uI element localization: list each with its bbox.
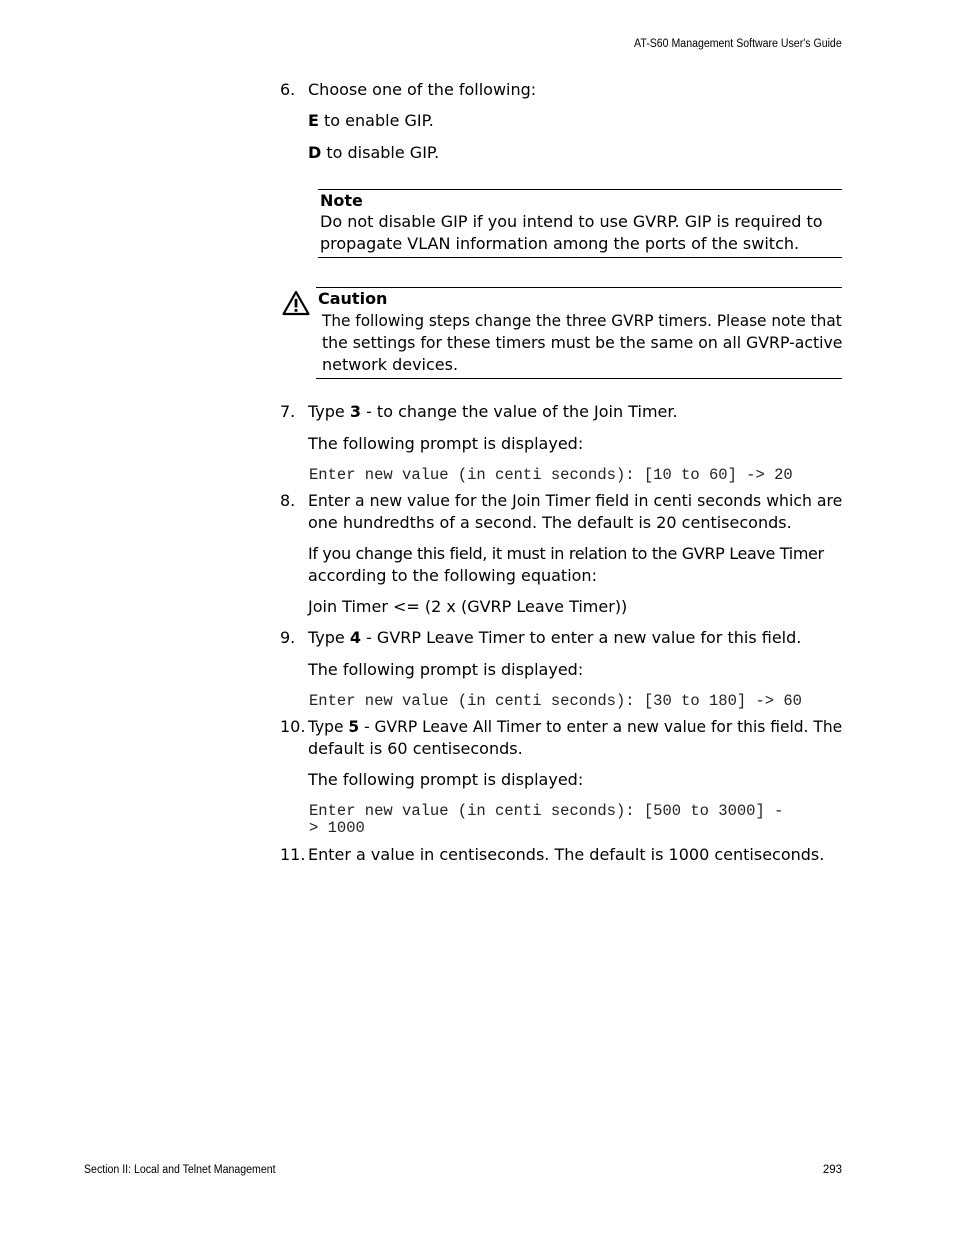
step-10-pre: Type [308,717,349,736]
step-9-pre: Type [308,628,350,647]
step-8-line-1: Enter a new value for the Join Timer field in centi seconds which are [308,491,843,510]
option-enable [308,110,434,132]
step-7-number: 7. [280,402,296,421]
option-e-key: E [308,111,319,130]
step-10-key: 5 [348,717,360,736]
step-6-number: 6. [280,80,296,99]
caution-top-rule [316,287,842,288]
step-9-prompt: Enter new value (in centi seconds): [30 to 180] -> 60 [309,692,802,710]
step-9-key: 4 [349,628,361,647]
note-line-1: Do not disable GIP if you intend to use GVRP. GIP is required to [320,212,823,231]
step-11-text: Enter a value in centiseconds. The default is 1000 centiseconds. [308,845,825,864]
caution-heading: Caution [318,289,388,308]
step-9-prompt-intro: The following prompt is displayed: [308,660,584,679]
page-number: 293 [822,1164,842,1176]
step-10-prompt-line-1: Enter new value (in centi seconds): [500 to 3000] - [309,802,784,820]
step-10-text [308,716,842,738]
running-header: AT-S60 Management Software User's Guide [634,38,842,50]
step-7-text [308,401,678,423]
warning-triangle-icon [282,290,310,316]
step-8-number: 8. [280,491,296,510]
step-8-line-2: one hundredths of a second. The default is 20 centiseconds. [308,513,792,532]
step-10-prompt-line-2: > 1000 [309,819,365,837]
step-10-post: - GVRP Leave All Timer to enter a new value for this field. The [359,717,843,736]
caution-line-3: network devices. [322,355,459,374]
note-bottom-rule [318,257,842,258]
step-7-prompt-intro: The following prompt is displayed: [308,434,584,453]
option-disable [308,142,439,164]
note-top-rule [318,189,842,190]
option-d-key: D [308,143,322,162]
step-7-post: - to change the value of the Join Timer. [360,402,678,421]
step-10-line-2: default is 60 centiseconds. [308,739,523,758]
step-11-number: 11. [280,845,306,864]
step-9-post: - GVRP Leave Timer to enter a new value for this field. [360,628,802,647]
note-heading: Note [320,191,363,210]
caution-line-1: The following steps change the three GVRP timers. Please note that [322,311,842,330]
footer-section: Section II: Local and Telnet Management [84,1164,276,1176]
step-10-prompt-intro: The following prompt is displayed: [308,770,584,789]
step-7-pre: Type [308,402,350,421]
caution-line-2: the settings for these timers must be the same on all GVRP-active [322,333,843,352]
step-8-para-line-2: according to the following equation: [308,566,597,585]
caution-bottom-rule [316,378,842,379]
step-8-equation: Join Timer <= (2 x (GVRP Leave Timer)) [308,597,628,616]
step-7-key: 3 [349,402,361,421]
step-7-prompt: Enter new value (in centi seconds): [10 to 60] -> 20 [309,466,793,484]
step-9-number: 9. [280,628,296,647]
step-8-para-line-1: If you change this field, it must in relation to the GVRP Leave Timer [308,544,824,563]
step-6-text: Choose one of the following: [308,80,537,99]
note-line-2: propagate VLAN information among the ports of the switch. [320,234,800,253]
step-9-text [308,627,801,649]
step-10-number: 10. [280,717,306,736]
option-d-text: to disable GIP. [321,143,440,162]
option-e-text: to enable GIP. [318,111,434,130]
